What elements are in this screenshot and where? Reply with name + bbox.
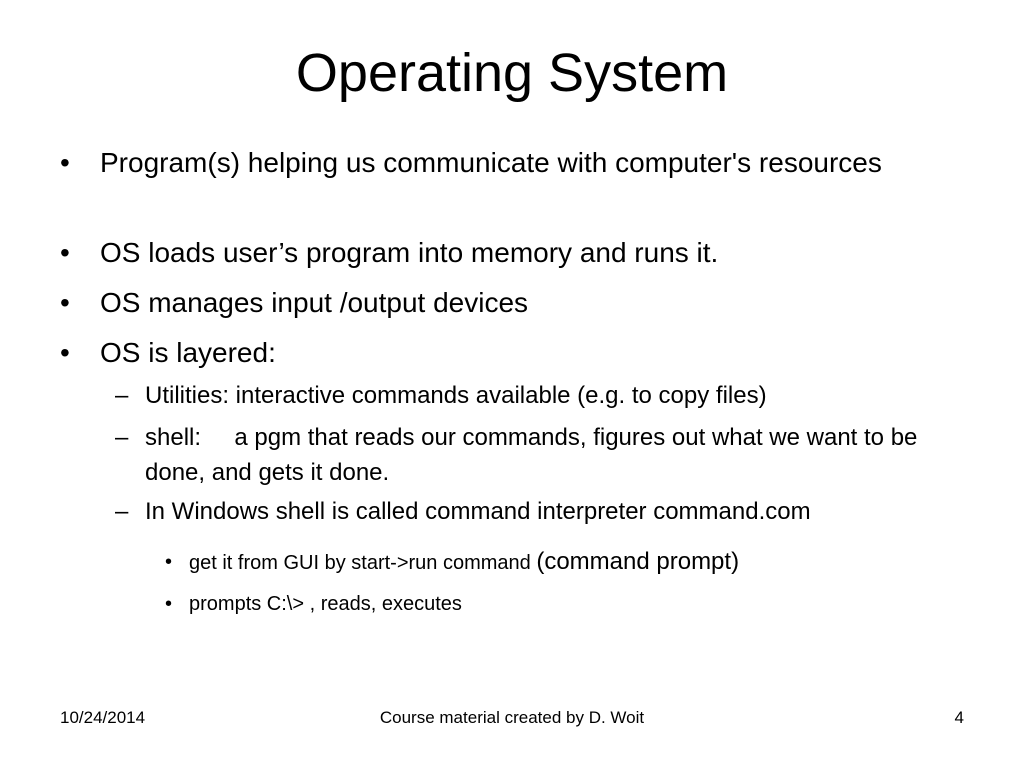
bullet-dash: – bbox=[115, 382, 129, 409]
bullet-dot: • bbox=[165, 551, 173, 573]
sub-bullet-text: Utilities: interactive commands available (e.g. to copy files) bbox=[145, 382, 767, 409]
bullet-dot: • bbox=[60, 237, 70, 268]
sub-sub-bullet-text-large: (command prompt) bbox=[536, 548, 740, 575]
bullet-dot: • bbox=[60, 147, 70, 178]
bullet-text: Program(s) helping us communicate with computer's resources bbox=[100, 147, 882, 178]
bullet-dash: – bbox=[115, 498, 129, 525]
bullet-text: OS loads user’s program into memory and runs it. bbox=[100, 237, 719, 268]
bullet-dash: – bbox=[115, 424, 129, 451]
footer-date: 10/24/2014 bbox=[60, 708, 146, 727]
sub-sub-bullet-text: prompts C:\> , reads, executes bbox=[189, 593, 462, 615]
bullet-dot: • bbox=[165, 593, 173, 615]
bullet-text: OS is layered: bbox=[100, 337, 276, 368]
bullet-dot: • bbox=[60, 287, 70, 318]
slide-title: Operating System bbox=[295, 43, 729, 103]
bullet-text: OS manages input /output devices bbox=[100, 287, 529, 318]
bullet-dot: • bbox=[60, 337, 70, 368]
page-number: 4 bbox=[954, 708, 964, 727]
sub-bullet-text: In Windows shell is called command interpreter command.com bbox=[145, 498, 811, 525]
sub-bullet-text: shell: a pgm that reads our commands, figures out what we want to be done, and gets it done. bbox=[145, 424, 925, 486]
sub-sub-bullet-text-small: get it from GUI by start->run command bbox=[189, 552, 537, 574]
footer-author: Course material created by D. Woit bbox=[379, 708, 645, 727]
sub-sub-bullet-text bbox=[189, 545, 969, 580]
